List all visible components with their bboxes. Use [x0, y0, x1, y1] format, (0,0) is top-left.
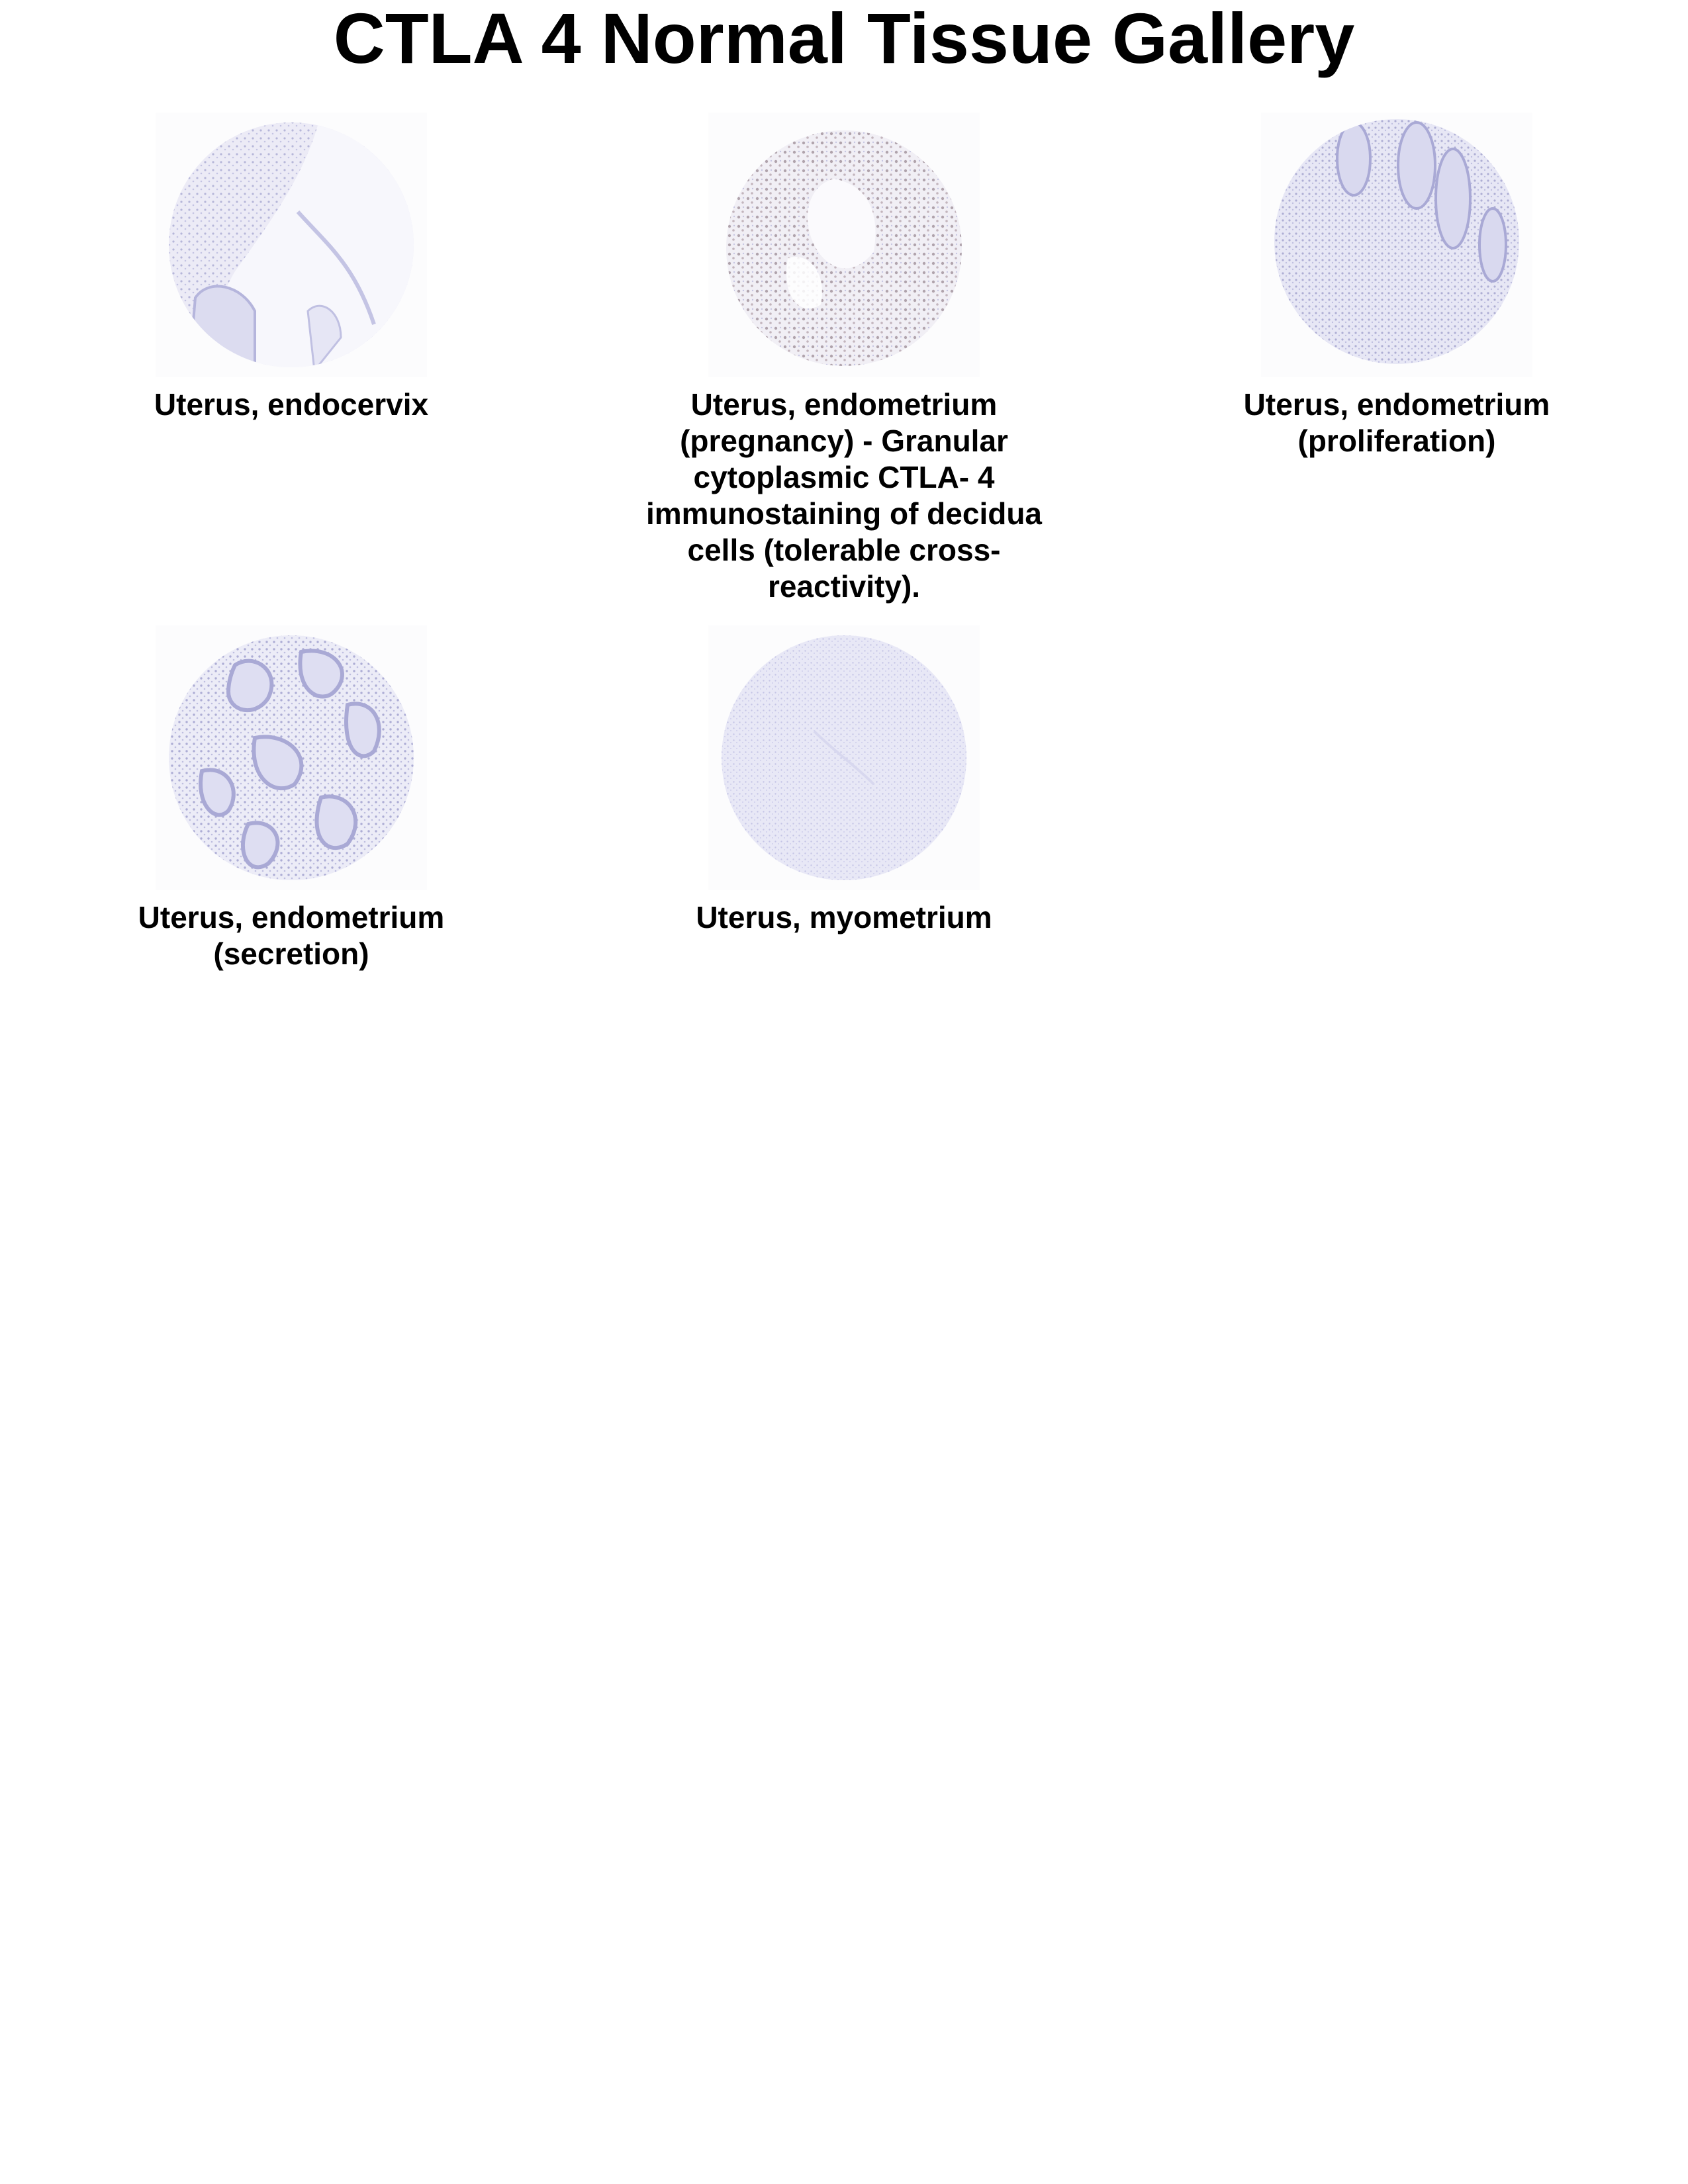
tissue-caption: Uterus, endometrium (secretion) — [138, 900, 445, 971]
tissue-tile-endocervix[interactable] — [79, 113, 503, 423]
tissue-tile-endometrium-secretion[interactable] — [79, 625, 503, 972]
page-title: CTLA 4 Normal Tissue Gallery — [333, 0, 1355, 78]
tissue-image-myometrium[interactable] — [708, 625, 980, 890]
tissue-image-endometrium-secretion[interactable] — [156, 625, 427, 890]
tissue-caption: Uterus, endometrium (proliferation) — [1243, 387, 1550, 458]
tissue-tile-myometrium[interactable] — [632, 625, 1056, 936]
tissue-caption: Uterus, endometrium (pregnancy) - Granular cytoplasmic CTLA- 4 immunostaining of decidua cells (tolerable cross- reactivity). — [645, 387, 1043, 604]
tissue-image-endometrium-proliferation[interactable] — [1261, 113, 1532, 377]
tissue-tile-endometrium-proliferation[interactable] — [1185, 113, 1609, 459]
tissue-caption: Uterus, endocervix — [154, 387, 429, 422]
tissue-tile-endometrium-pregnancy[interactable] — [632, 113, 1056, 605]
tissue-image-endocervix[interactable] — [156, 113, 427, 377]
tissue-caption: Uterus, myometrium — [696, 900, 992, 934]
tissue-image-endometrium-pregnancy[interactable] — [708, 113, 980, 377]
